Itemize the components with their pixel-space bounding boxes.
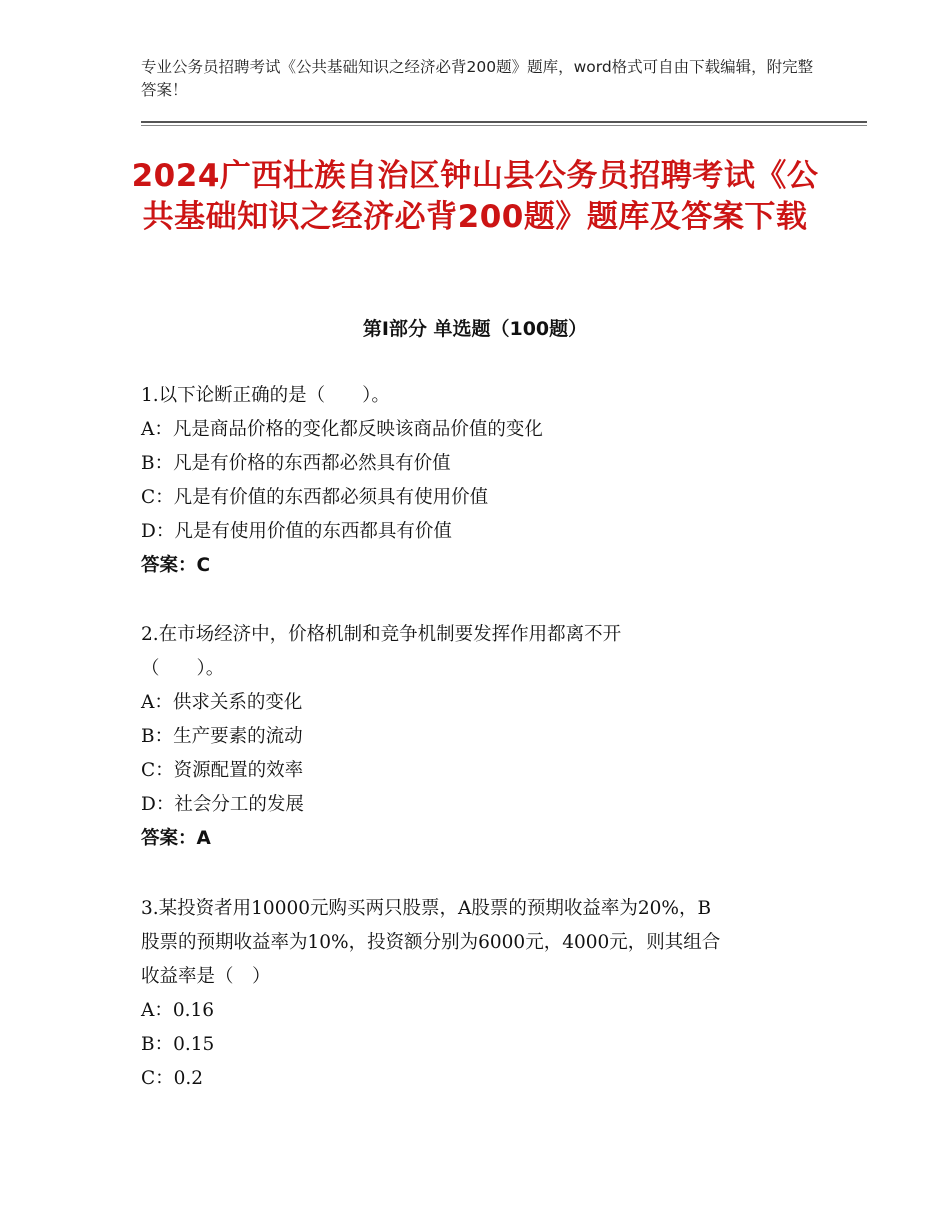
- option-c: C：0.2: [141, 1068, 204, 1089]
- option-a: A：凡是商品价格的变化都反映该商品价值的变化: [141, 419, 543, 440]
- header-note: 专业公务员招聘考试《公共基础知识之经济必背200题》题库，word格式可自由下载编辑，附完整答案！: [141, 58, 814, 99]
- option-b: B：生产要素的流动: [141, 726, 303, 747]
- option-a: A：供求关系的变化: [141, 692, 303, 713]
- option-c: C：凡是有价值的东西都必须具有使用价值: [141, 487, 489, 508]
- option-d: D：社会分工的发展: [141, 794, 304, 815]
- question-stem-line-2: （ ）。: [141, 658, 225, 679]
- question-stem-line-1: 3.某投资者用10000元购买两只股票，A股票的预期收益率为20%，B: [141, 898, 712, 919]
- option-a: A：0.16: [141, 1000, 215, 1021]
- document-title: 2024广西壮族自治区钟山县公务员招聘考试《公共基础知识之经济必背200题》题库及答案下载: [131, 158, 819, 235]
- question-stem: 1.以下论断正确的是（ ）。: [141, 385, 390, 406]
- answer: 答案：C: [141, 555, 211, 576]
- option-b: B：凡是有价格的东西都必然具有价值: [141, 453, 451, 474]
- option-c: C：资源配置的效率: [141, 760, 304, 781]
- option-d: D：凡是有使用价值的东西都具有价值: [141, 521, 452, 542]
- section-title: 第Ⅰ部分 单选题（100题）: [362, 318, 588, 340]
- question-3: [141, 892, 821, 1096]
- question-2: [141, 618, 821, 856]
- header-divider-thick: [141, 121, 867, 123]
- question-stem-line-1: 2.在市场经济中，价格机制和竞争机制要发挥作用都离不开: [141, 624, 622, 645]
- question-stem-line-2: 股票的预期收益率为10%，投资额分别为6000元，4000元，则其组合: [141, 932, 721, 953]
- question-1: [141, 379, 821, 583]
- answer: 答案：A: [141, 828, 211, 849]
- option-b: B：0.15: [141, 1034, 215, 1055]
- header-divider-thin: [141, 125, 867, 126]
- question-stem-line-3: 收益率是（ ）: [141, 966, 271, 987]
